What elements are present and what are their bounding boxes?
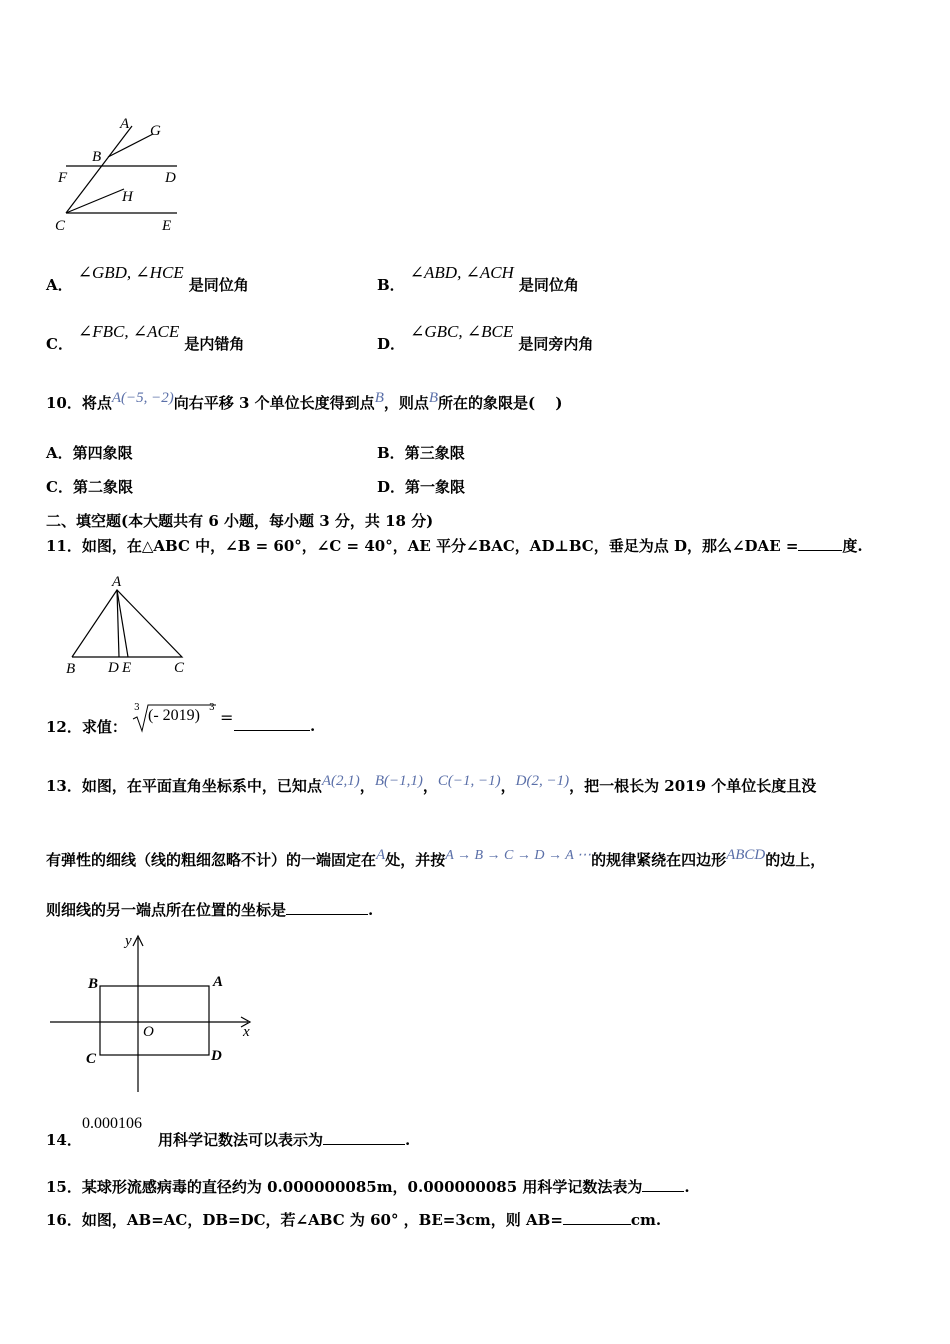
label-a: A bbox=[120, 116, 130, 132]
q10-option-b bbox=[377, 442, 465, 463]
q13-anchor-a: A bbox=[376, 847, 386, 863]
q9-option-d bbox=[377, 321, 594, 353]
y-label: y bbox=[125, 933, 132, 949]
q11-text: 11．如图，在△ABC 中，∠B = 60°，∠C = 40°，AE 平分∠BAC，AD⊥BC，垂足为点 D，那么∠DAE = bbox=[46, 537, 799, 555]
q10-option-c bbox=[46, 476, 133, 497]
option-math: ∠GBD, ∠HCE bbox=[77, 263, 184, 282]
q13-sequence: A → B → C → D → A ⋯ bbox=[445, 848, 592, 863]
q13-point-b: B(−1,1) bbox=[374, 773, 423, 789]
equals-sign: = bbox=[220, 708, 234, 727]
q13-point-d: D(2, −1) bbox=[515, 773, 570, 789]
q13-line-1 bbox=[46, 775, 816, 796]
x-label: x bbox=[243, 1024, 250, 1040]
q14-answer-blank bbox=[323, 1130, 405, 1145]
label-b: B bbox=[66, 661, 76, 677]
q15-suffix: . bbox=[684, 1178, 690, 1196]
q13-text-3: 有弹性的细线（线的粗细忽略不计）的一端固定在 bbox=[46, 851, 377, 869]
option-letter: B． bbox=[377, 444, 405, 462]
q14-text-main: 用科学记数法可以表示为 bbox=[158, 1131, 324, 1149]
label-f: F bbox=[58, 170, 68, 186]
q10-num: 10． bbox=[46, 394, 82, 412]
q16-answer-blank bbox=[563, 1210, 631, 1225]
option-text: 第一象限 bbox=[405, 478, 466, 496]
option-letter: D． bbox=[377, 335, 406, 353]
q10-text-4: 所在的象限是( ) bbox=[438, 394, 563, 412]
option-text: 第三象限 bbox=[404, 444, 465, 462]
label-a: A bbox=[213, 974, 224, 990]
coordinate-graph bbox=[48, 930, 263, 1100]
parallel-lines-figure bbox=[50, 112, 190, 237]
option-letter: C． bbox=[46, 478, 73, 496]
q16-suffix: cm. bbox=[630, 1211, 662, 1229]
q13-text-1: 13．如图，在平面直角坐标系中，已知点 bbox=[46, 777, 322, 795]
q13-text-6: 的边上， bbox=[765, 851, 826, 869]
q11-suffix: 度. bbox=[842, 537, 863, 555]
q14-value: 0.000106 bbox=[82, 1115, 142, 1132]
option-text: 是同位角 bbox=[518, 276, 579, 294]
q10-option-a bbox=[46, 442, 133, 463]
q9-option-c bbox=[46, 321, 245, 353]
label-a: A bbox=[112, 574, 122, 590]
exponent: 3 bbox=[209, 703, 215, 713]
q9-option-a bbox=[46, 262, 249, 294]
q10-point-a: A(−5, −2) bbox=[111, 390, 174, 406]
q15-stem bbox=[46, 1176, 690, 1197]
q9-option-b bbox=[377, 262, 579, 294]
q13-point-c: C(−1, −1) bbox=[437, 773, 501, 789]
q13-answer-blank bbox=[286, 900, 368, 915]
option-math: ∠GBC, ∠BCE bbox=[410, 322, 514, 341]
q16-stem bbox=[46, 1209, 661, 1230]
option-text: 是内错角 bbox=[184, 335, 245, 353]
line-bg bbox=[108, 134, 153, 157]
q13-text-2: ，把一根长为 2019 个单位长度且没 bbox=[569, 777, 817, 795]
option-letter: A． bbox=[46, 276, 73, 294]
q13-text-7: 则细线的另一端点所在位置的坐标是 bbox=[46, 901, 287, 919]
q15-answer-blank bbox=[642, 1177, 684, 1192]
q13-text-4: 处，并按 bbox=[385, 851, 446, 869]
separator: ， bbox=[422, 777, 438, 795]
option-math: ∠FBC, ∠ACE bbox=[78, 322, 180, 341]
triangle-figure bbox=[62, 572, 202, 677]
label-b: B bbox=[88, 976, 99, 992]
label-g: G bbox=[150, 123, 161, 139]
triangle-sides bbox=[72, 590, 182, 657]
q10-text-2: 向右平移 3 个单位长度得到点 bbox=[173, 394, 375, 412]
separator: ， bbox=[500, 777, 516, 795]
rectangle-abcd bbox=[100, 986, 209, 1055]
option-letter: D． bbox=[377, 478, 406, 496]
q11-answer-blank bbox=[798, 536, 842, 551]
q14-text bbox=[158, 1129, 410, 1150]
q12-num: 12．求值： bbox=[46, 718, 127, 736]
label-b: B bbox=[92, 149, 102, 165]
q14-suffix: . bbox=[405, 1131, 411, 1149]
q13-point-a: A(2,1) bbox=[321, 773, 360, 789]
label-h: H bbox=[122, 189, 133, 205]
q10-text-1: 将点 bbox=[81, 394, 112, 412]
q13-quad-abcd: ABCD bbox=[726, 847, 766, 863]
option-text: 是同位角 bbox=[188, 276, 249, 294]
option-text: 是同旁内角 bbox=[518, 335, 594, 353]
q11-stem bbox=[46, 535, 863, 556]
q10-text-3: ，则点 bbox=[383, 394, 429, 412]
option-text: 第二象限 bbox=[72, 478, 133, 496]
label-d: D bbox=[165, 170, 176, 186]
label-e: E bbox=[162, 218, 172, 234]
origin-label: O bbox=[143, 1024, 154, 1040]
option-text: 第四象限 bbox=[72, 444, 133, 462]
label-d: D bbox=[108, 660, 119, 676]
label-d: D bbox=[211, 1048, 222, 1064]
separator: ， bbox=[359, 777, 375, 795]
q16-text: 16．如图，AB=AC，DB=DC，若∠ABC 为 60° ，BE=3cm，则 AB= bbox=[46, 1211, 563, 1229]
option-math: ∠ABD, ∠ACH bbox=[409, 263, 514, 282]
q10-point-b-2: B bbox=[428, 390, 439, 406]
q10-option-d bbox=[377, 476, 465, 497]
option-letter: C． bbox=[46, 335, 73, 353]
option-letter: A． bbox=[46, 444, 73, 462]
option-letter: B． bbox=[377, 276, 405, 294]
label-c: C bbox=[174, 660, 185, 676]
q15-text: 15．某球形流感病毒的直径约为 0.000000085m，0.000000085 用科学记数法表为 bbox=[46, 1178, 643, 1196]
radical-index: 3 bbox=[134, 703, 140, 713]
radicand: (- 2019) bbox=[148, 707, 200, 724]
q13-line-3 bbox=[46, 899, 373, 920]
q12-answer bbox=[234, 716, 315, 735]
label-c: C bbox=[55, 218, 66, 234]
q12-answer-blank bbox=[234, 716, 310, 731]
q10-point-b: B bbox=[374, 390, 384, 406]
q10-stem bbox=[46, 392, 562, 413]
q14-num: 14． bbox=[46, 1131, 82, 1149]
label-e: E bbox=[122, 660, 132, 676]
q13-line-2 bbox=[46, 849, 825, 870]
q13-text-5: 的规律紧绕在四边形 bbox=[591, 851, 727, 869]
q12-suffix: . bbox=[310, 717, 316, 735]
label-c: C bbox=[86, 1051, 97, 1067]
section-title: 二、填空题(本大题共有 6 小题，每小题 3 分，共 18 分) bbox=[46, 512, 434, 530]
q13-suffix: . bbox=[368, 901, 374, 919]
